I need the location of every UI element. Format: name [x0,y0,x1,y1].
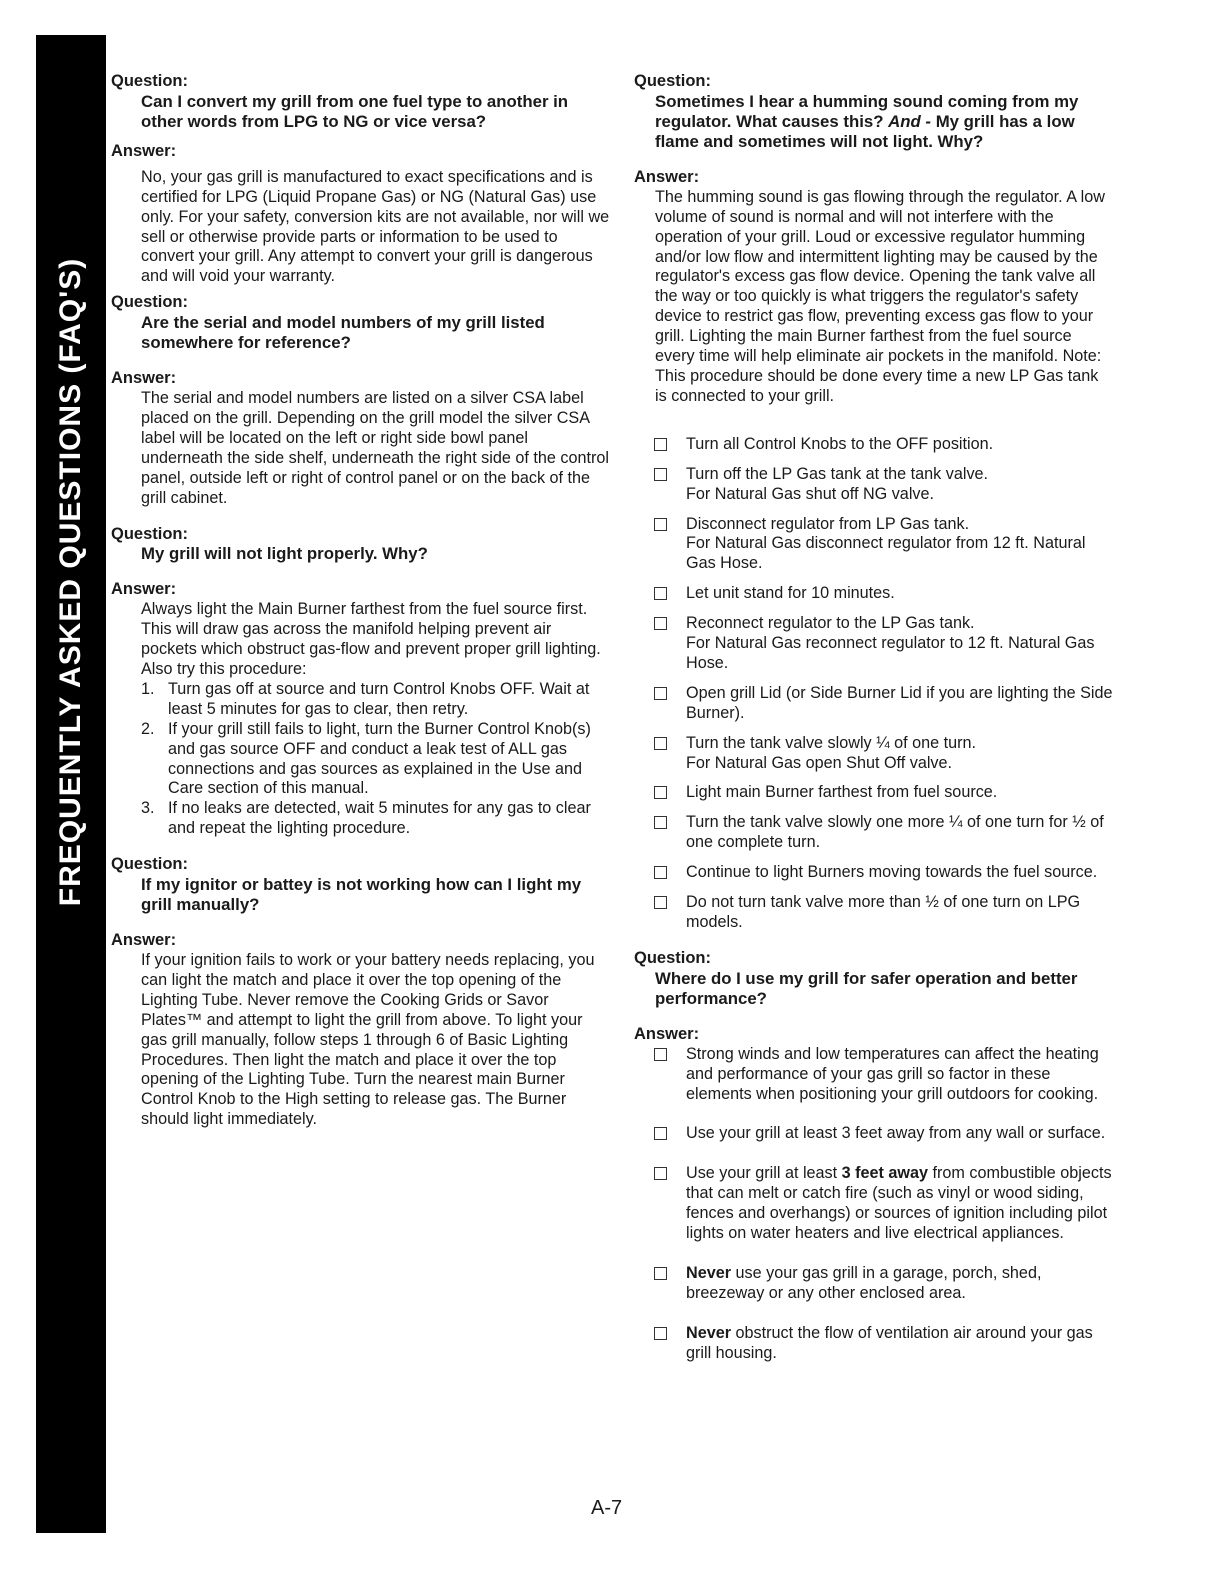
checklist-item: Continue to light Burners moving towards the fuel source. [686,863,1114,883]
list-item: 1. Turn gas off at source and turn Control Knobs OFF. Wait at least 5 minutes for gas to clear, then retry. [141,679,590,718]
regulator-reset-checklist [634,435,1114,933]
answer-will-not-light-intro: Always light the Main Burner farthest from the fuel source first. This will draw gas across the manifold helping prevent air pockets which obstruct gas-flow and prevent proper grill lighting. Also try this procedure: [141,600,601,679]
question-regulator-humming: Sometimes I hear a humming sound coming from my regulator. What causes this? And - My grill has a low flame and sometimes will not light. Why? [655,91,1079,151]
left-column [111,72,611,1130]
checklist-item: Never obstruct the flow of ventilation air around your gas grill housing. [686,1324,1114,1364]
question-manual-lighting: If my ignitor or battey is not working how can I light my grill manually? [141,875,582,915]
answer-label: Answer: [634,1024,700,1043]
question-will-not-light: My grill will not light properly. Why? [141,544,428,564]
answer-serial-numbers: The serial and model numbers are listed on a silver CSA label placed on the grill. Depending on the grill model the silver CSA label will be located on the left or right side bowl panel underneath the side shelf, underneath the right side of the control panel, outside left or right of control panel or on the back of the grill cabinet. [141,389,609,507]
checklist-item: Never use your gas grill in a garage, porch, shed, breezeway or any other enclosed area. [686,1264,1114,1304]
list-item: 3. If no leaks are detected, wait 5 minutes for any gas to clear and repeat the lighting procedure. [141,799,591,838]
checklist-item: Light main Burner farthest from fuel source. [686,783,1114,803]
answer-regulator-humming: The humming sound is gas flowing through the regulator. A low volume of sound is normal and will not interfere with the operation of your grill. Loud or excessive regulator humming and/or low flow and intermittent lighting may be caused by the regulator's excess gas flow device. Opening the tank valve all the way or too quickly is what triggers the regulator's safety device to restrict gas flow, preventing excess gas flow to your grill. Lighting the main Burner farthest from the fuel source every time will help eliminate air pockets in the manifold. Note: This procedure should be done every time a new LP Gas tank is connected to your grill. [655,187,1105,405]
answer-fuel-conversion: No, your gas grill is manufactured to exact specifications and is certified for LPG (Liquid Propane Gas) or NG (Natural Gas) use only. For your safety, conversion kits are not available, nor will we sell or otherwise provide parts or information to be used to convert your grill. Any attempt to convert your grill is dangerous and will void your warranty. [141,167,610,286]
checkbox-icon [654,786,667,799]
checkbox-icon [654,1127,667,1140]
checkbox-icon [654,1267,667,1280]
question-fuel-conversion: Can I convert my grill from one fuel type to another in other words from LPG to NG or vice versa? [141,91,569,131]
checklist-item: Turn the tank valve slowly ¼ of one turn. For Natural Gas open Shut Off valve. [686,734,1114,774]
answer-label: Answer: [111,580,177,599]
answer-label: Answer: [111,369,177,388]
checkbox-icon [654,737,667,750]
question-label: Question: [634,948,711,967]
checkbox-icon [654,468,667,481]
checklist-item: Open grill Lid (or Side Burner Lid if you are lighting the Side Burner). [686,684,1114,724]
question-label: Question: [111,855,188,874]
answer-label: Answer: [634,167,700,186]
page-number: A-7 [591,1497,623,1519]
checklist-item: Disconnect regulator from LP Gas tank. For Natural Gas disconnect regulator from 12 ft. Natural Gas Hose. [686,515,1114,575]
list-item: 2. If your grill still fails to light, turn the Burner Control Knob(s) and gas source OFF and conduct a leak test of ALL gas connections and gas sources as explained in the Use and Care section of this manual. [141,719,591,798]
checklist-item: Turn all Control Knobs to the OFF position. [686,435,1114,455]
checkbox-icon [654,687,667,700]
safe-location-checklist [634,1045,1114,1364]
checkbox-icon [654,518,667,531]
answer-label: Answer: [111,141,177,160]
lighting-steps-list [111,680,611,839]
checkbox-icon [654,896,667,909]
checklist-item: Strong winds and low temperatures can affect the heating and performance of your gas grill so factor in these elements when positioning your grill outdoors for cooking. [686,1045,1114,1105]
question-label: Question: [111,524,188,543]
question-label: Question: [634,72,711,90]
checklist-item: Turn off the LP Gas tank at the tank valve. For Natural Gas shut off NG valve. [686,465,1114,505]
checkbox-icon [654,587,667,600]
checkbox-icon [654,1327,667,1340]
checklist-item: Reconnect regulator to the LP Gas tank. For Natural Gas reconnect regulator to 12 ft. Natural Gas Hose. [686,614,1114,674]
checklist-item: Use your grill at least 3 feet away from combustible objects that can melt or catch fire (such as vinyl or wood siding, fences and overhangs) or sources of ignition including pilot lights on water heaters and live electrical appliances. [686,1164,1114,1244]
question-safe-location: Where do I use my grill for safer operation and better performance? [655,968,1078,1008]
checkbox-icon [654,1167,667,1180]
question-serial-numbers: Are the serial and model numbers of my grill listed somewhere for reference? [141,313,545,353]
answer-label: Answer: [111,931,177,950]
checkbox-icon [654,617,667,630]
checklist-item: Use your grill at least 3 feet away from any wall or surface. [686,1124,1114,1144]
question-label: Question: [111,72,188,90]
question-label: Question: [111,293,188,312]
checklist-item: Do not turn tank valve more than ½ of one turn on LPG models. [686,893,1114,933]
checklist-item: Turn the tank valve slowly one more ¼ of one turn for ½ of one complete turn. [686,813,1114,853]
checklist-item: Let unit stand for 10 minutes. [686,584,1114,604]
side-tab-title: FREQUENTLY ASKED QUESTIONS (FAQ'S) [54,257,87,907]
checkbox-icon [654,816,667,829]
checkbox-icon [654,866,667,879]
answer-manual-lighting: If your ignition fails to work or your battery needs replacing, you can light the match and place it over the top opening of the Lighting Tube. Never remove the Cooking Grids or Savor Plates™ and attempt to light the grill from above. To light your gas grill manually, follow steps 1 through 6 of Basic Lighting Procedures. Then light the match and place it over the top opening of the Lighting Tube. Turn the nearest main Burner Control Knob to the High setting to release gas. The Burner should light immediately. [141,951,595,1129]
right-column [634,72,1114,1374]
checkbox-icon [654,1048,667,1061]
checkbox-icon [654,438,667,451]
